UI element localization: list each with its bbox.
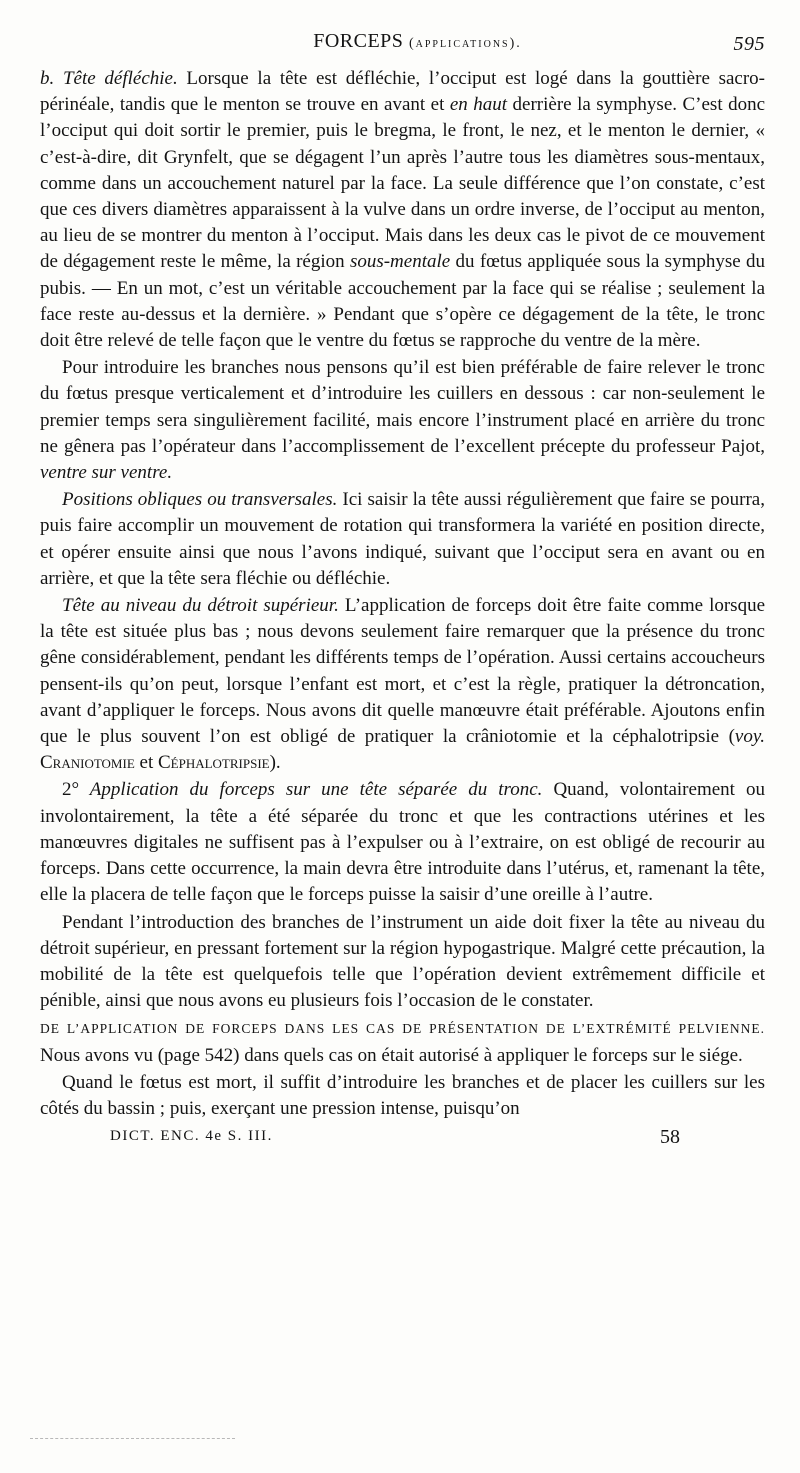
paragraph-tete-separee (40, 777, 765, 908)
emphasis-text: sous-mentale (349, 251, 451, 273)
section-label: b. Tête défléchie. (40, 68, 178, 89)
paragraph-introduction-branches (40, 355, 765, 486)
paragraph-detroit-superieur (40, 593, 765, 776)
running-title (313, 30, 522, 53)
signature-mark: 58 (660, 1126, 680, 1149)
emphasis-text: voy. (734, 726, 765, 748)
paragraph-foetus-mort (40, 1070, 765, 1122)
printer-signature: DICT. ENC. 4e S. III. (110, 1128, 273, 1145)
emphasis-text: ventre sur ventre. (40, 462, 173, 484)
section-number: 2° (62, 779, 80, 801)
cross-reference: Céphalotripsie (157, 752, 270, 774)
running-title-subtitle: (applications). (408, 36, 522, 51)
paragraph-text: Quand le fœtus est mort, il suffit d’introduire les branches et de placer les cuillers sur les côtés du bassin ; puis, exerçant une pression intense, puisqu’on (40, 1071, 765, 1119)
page-number: 595 (733, 33, 765, 55)
paragraph-text: L’application de forceps doit être faite comme lorsque la tête est située plus bas ; nous devons seulement faire remarquer que la présence du tronc gêne considérablement, pendant les différents temps de l’opération. Aussi certains accoucheurs pensent-ils qu’on peut, lorsque l’enfant est mort, et c’est la règle, pratiquer la détroncation, avant d’appliquer le forceps. Nous avons dit quelle manœuvre était préférable. Ajoutons enfin que le plus souvent l’on est obligé de pratiquer la crâniotomie et la céphalotripsie ( (40, 595, 765, 748)
section-label: Positions obliques ou transversales. (62, 489, 338, 511)
paragraph-tete-deflechie (40, 66, 765, 354)
paragraph-text: et (134, 752, 158, 774)
paragraph-text: Ici saisir la tête aussi régulièrement que faire se pourra, puis faire accomplir un mouvement de rotation qui transformera la variété en position directe, et opérer ensuite ainsi que nous l’avons indiqué, suivant que l’occiput sera en avant ou en arrière, et que la tête sera fléchie ou défléchie. (40, 489, 765, 589)
paragraph-extremite-pelvienne (40, 1015, 765, 1068)
cross-reference: Craniotomie (40, 752, 135, 774)
section-label: Application du forceps sur une tête séparée du tronc. (79, 779, 543, 801)
document-page (40, 30, 765, 1158)
paragraph-text: du fœtus appliquée sous la symphyse du pubis. — En un mot, c’est un véritable accouchement par la face qui se réalise ; seulement la face reste au-dessus et la dernière. » Pendant que s’opère ce dégagement de la tête, le tronc doit être relevé de telle façon que le ventre du fœtus se rapproche du ventre de la mère. (40, 251, 765, 352)
paragraph-text: Pour introduire les branches nous pensons qu’il est bien préférable de faire relever le tronc du fœtus presque verticalement et d’introduire les cuillers en dessous : car non-seulement le premier temps sera singulièrement facilité, mais encore l’instrument placé en arrière du tronc ne gênera pas l’opérateur dans l’accomplissement de l’excellent précepte du professeur Pajot, (40, 357, 765, 457)
paragraph-text: derrière la symphyse. C’est donc l’occiput qui doit sortir le premier, puis le bregma, le front, le nez, et le menton le dernier, « c’est-à-dire, dit Grynfelt, que se dégagent l’un après l’autre tous les diamètres sous-mentaux, comme dans un accouchement naturel par la face. La seule différence que l’on constate, c’est que ces divers diamètres apparaissent à la vulve dans un ordre inverse, de l’occiput au menton, au lieu de se montrer du menton à l’occiput. Mais dans les deux cas le pivot de ce mouvement de dégagement reste le même, la région (40, 94, 766, 273)
paragraph-text: Quand, volontairement ou involontairement, la tête a été séparée du tronc et que les contractions utérines et les manœuvres digitales ne suffisent pas à l’expulser ou à l’extraire, on est obligé de recourir au forceps. Dans cette occurrence, la main devra être introduite dans l’utérus, et, ramenant la tête, elle la placera de telle façon que le forceps puisse la saisir d’une oreille à l’autre. (40, 779, 765, 906)
page-edge-mark (30, 1438, 235, 1439)
paragraph-positions-obliques (40, 487, 765, 592)
paragraph-text: Lorsque la tête est défléchie, l’occiput est logé dans la gouttière sacro-périnéale, tandis que le menton se trouve en avant et (40, 68, 766, 116)
emphasis-text: en haut (449, 94, 508, 116)
running-header (40, 30, 765, 66)
section-heading: DE L’APPLICATION DE FORCEPS DANS LES CAS DE PRÉSENTATION DE L’EXTRÉMITÉ PELVIENNE. (40, 1021, 765, 1037)
section-label: Tête au niveau du détroit supérieur. (62, 595, 339, 617)
paragraph-text: Pendant l’introduction des branches de l’instrument un aide doit fixer la tête au niveau du détroit supérieur, en pressant fortement sur la région hypogastrique. Malgré cette précaution, la mobilité de la tête est quelquefois telle que l’opération devient extrêmement difficile et pénible, ainsi que nous avons eu plusieurs fois l’occasion de le constater. (40, 911, 765, 1012)
paragraph-aide-fixation (40, 910, 765, 1015)
page-footer (40, 1128, 765, 1158)
paragraph-text: Nous avons vu (page 542) dans quels cas on était autorisé à appliquer le forceps sur le siége. (40, 1044, 743, 1066)
paragraph-text: ). (269, 752, 281, 774)
running-title-main: FORCEPS (313, 30, 404, 52)
